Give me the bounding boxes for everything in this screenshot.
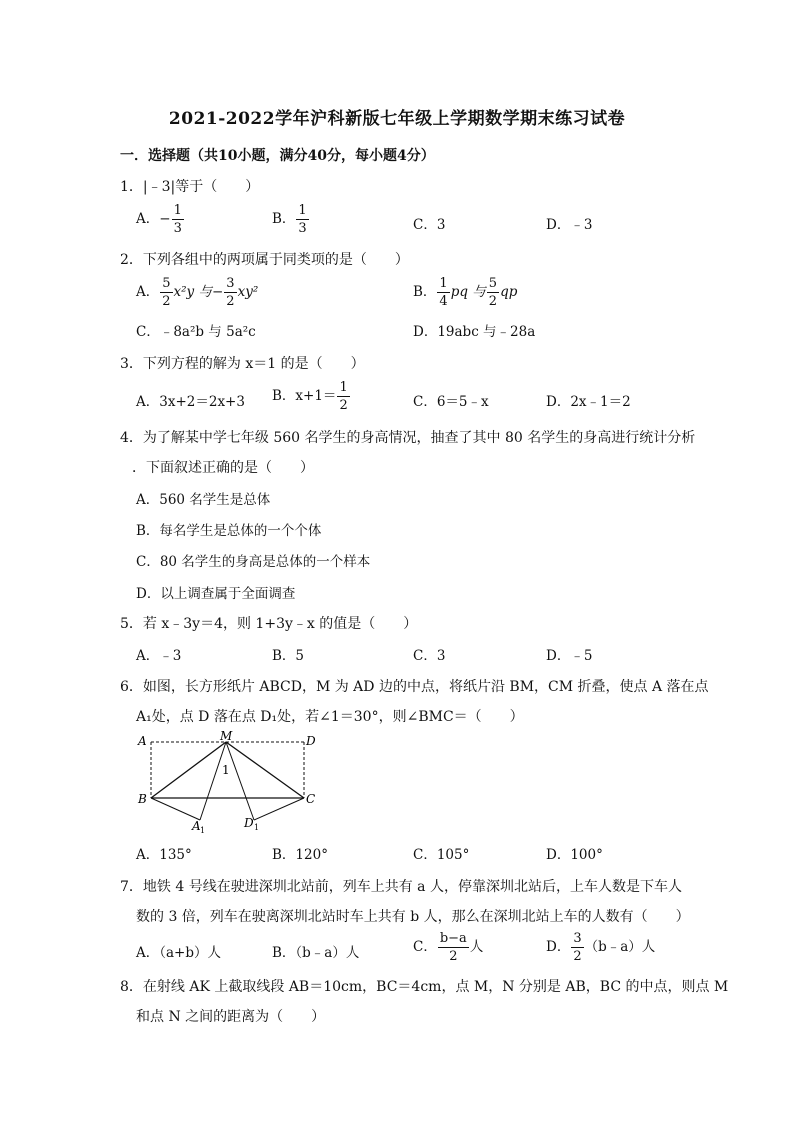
label-b: B xyxy=(138,792,147,806)
q3-option-b[interactable]: B．x+1＝ $\frac{1}{2}$ xyxy=(272,380,348,413)
q6-option-a[interactable]: A．135° xyxy=(136,847,192,863)
q5-option-a[interactable]: A．﹣3 xyxy=(136,648,182,664)
q1-option-a[interactable]: A．− $\frac{1}{3}$ xyxy=(136,203,182,236)
label-m: M xyxy=(220,730,233,743)
question-3-stem: 3．下列方程的解为 x＝1 的是（ ） xyxy=(120,356,365,372)
fraction: $\frac{3}{2}$ xyxy=(226,276,235,309)
question-4-stem-line1: 4．为了解某中学七年级 560 名学生的身高情况，抽查了其中 80 名学生的身高进行统计分析 xyxy=(120,430,696,446)
fraction: $\frac{5}{2}$ xyxy=(162,276,171,309)
fraction: $\frac{b-a}{2}$ xyxy=(439,931,467,964)
segment-ba1 xyxy=(151,798,200,820)
q2-option-a[interactable]: A． $\frac{5}{2}$ x²y 与− $\frac{3}{2}$ xy² xyxy=(136,276,259,309)
q7-option-c[interactable]: C． $\frac{b-a}{2}$ 人 xyxy=(413,931,484,964)
question-5-stem: 5．若 x﹣3y＝4，则 1+3y﹣x 的值是（ ） xyxy=(120,616,418,632)
question-6-stem-line1: 6．如图，长方形纸片 ABCD，M 为 AD 边的中点，将纸片沿 BM，CM 折叠，使点 A 落在点 xyxy=(120,679,709,695)
fraction: $\frac{1}{4}$ xyxy=(439,276,448,309)
q6-option-d[interactable]: D．100° xyxy=(546,847,603,863)
q6-option-c[interactable]: C．105° xyxy=(413,847,470,863)
label-a: A xyxy=(138,734,147,748)
q1-option-c[interactable]: C．3 xyxy=(413,217,446,233)
fraction: $\frac{3}{2}$ xyxy=(573,931,582,964)
question-7-stem-line2: 数的 3 倍，列车在驶离深圳北站时车上共有 b 人，那么在深圳北站上车的人数有（ ） xyxy=(136,909,690,925)
q7-option-d[interactable]: D． $\frac{3}{2}$ （b﹣a）人 xyxy=(546,931,656,964)
segment-cd1 xyxy=(254,798,304,820)
q3-option-d[interactable]: D．2x﹣1＝2 xyxy=(546,394,631,410)
fold-cm xyxy=(226,742,304,798)
q5-option-c[interactable]: C．3 xyxy=(413,648,446,664)
q7-option-b[interactable]: B．（b﹣a）人 xyxy=(272,945,360,961)
q4-option-c[interactable]: C．80 名学生的身高是总体的一个样本 xyxy=(136,554,371,570)
segment-md1 xyxy=(226,742,254,820)
label-d: D xyxy=(306,734,316,748)
question-6-stem-line2: A₁处，点 D 落在点 D₁处，若∠1＝30°，则∠BMC＝（ ） xyxy=(136,709,524,725)
question-8-stem-line2: 和点 N 之间的距离为（ ） xyxy=(136,1009,326,1025)
label-c: C xyxy=(306,792,316,806)
question-4-stem-line2: ．下面叙述正确的是（ ） xyxy=(132,460,314,476)
section-heading: 一．选择题（共10小题，满分40分，每小题4分） xyxy=(120,148,435,164)
fraction: $\frac{1}{3}$ xyxy=(298,203,307,236)
q2-option-b[interactable]: B． $\frac{1}{4}$ pq 与 $\frac{5}{2}$ qp xyxy=(413,276,518,309)
q2-option-d[interactable]: D．19abc 与﹣28a xyxy=(413,324,536,340)
label-angle-1: 1 xyxy=(222,763,230,777)
q7-option-a[interactable]: A．（a+b）人 xyxy=(136,945,222,961)
question-7-stem-line1: 7．地铁 4 号线在驶进深圳北站前，列车上共有 a 人，停靠深圳北站后，上车人数是下车人 xyxy=(120,879,682,895)
label-a1-sub: 1 xyxy=(200,826,206,835)
q4-option-a[interactable]: A．560 名学生是总体 xyxy=(136,492,271,508)
q4-option-b[interactable]: B．每名学生是总体的一个个体 xyxy=(136,523,322,539)
folding-rectangle-figure xyxy=(136,730,326,835)
fold-bm xyxy=(151,742,226,798)
segment-ma1 xyxy=(200,742,226,820)
page-title: 2021-2022学年沪科新版七年级上学期数学期末练习试卷 xyxy=(168,109,626,129)
q2-option-c[interactable]: C．﹣8a²b 与 5a²c xyxy=(136,324,256,340)
q1-option-b[interactable] xyxy=(272,204,310,235)
label-d1: D xyxy=(244,816,254,830)
fraction: $\frac{1}{3}$ xyxy=(173,203,182,236)
option-label: B． xyxy=(272,211,296,227)
q3-option-c[interactable]: C．6＝5﹣x xyxy=(413,394,489,410)
q6-option-b[interactable]: B．120° xyxy=(272,847,328,863)
fraction: $\frac{1}{2}$ xyxy=(339,380,348,413)
q1-option-d[interactable]: D．﹣3 xyxy=(546,217,593,233)
q5-option-b[interactable]: B．5 xyxy=(272,648,305,664)
label-d1-sub: 1 xyxy=(254,823,260,832)
question-1-stem: 1．|﹣3|等于（ ） xyxy=(120,179,260,195)
label-a1: A xyxy=(192,819,201,833)
q4-option-d[interactable]: D．以上调查属于全面调查 xyxy=(136,586,296,602)
q3-option-a[interactable]: A．3x+2＝2x+3 xyxy=(136,394,245,410)
q5-option-d[interactable]: D．﹣5 xyxy=(546,648,593,664)
fraction: $\frac{5}{2}$ xyxy=(488,276,498,309)
option-label: A． xyxy=(136,211,160,227)
question-2-stem: 2．下列各组中的两项属于同类项的是（ ） xyxy=(120,252,409,268)
question-8-stem-line1: 8．在射线 AK 上截取线段 AB＝10cm，BC＝4cm，点 M，N 分别是 AB，BC 的中点，则点 M xyxy=(120,979,729,995)
